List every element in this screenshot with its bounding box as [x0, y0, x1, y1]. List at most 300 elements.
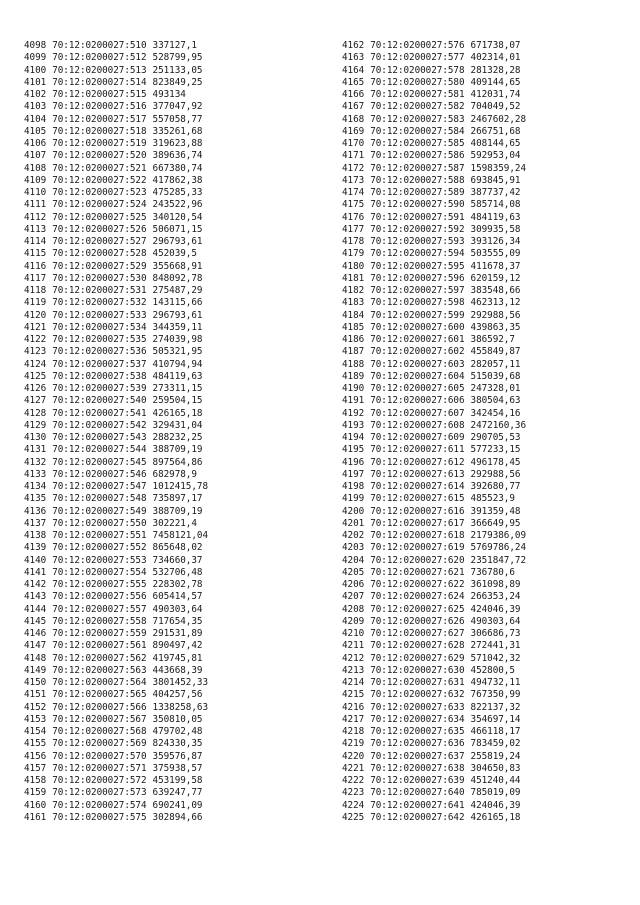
table-row: [342, 285, 526, 297]
table-row: [24, 444, 208, 456]
row-number: 4196: [342, 456, 365, 468]
table-row: [342, 138, 526, 150]
cadastral-number: 70:12:0200027:528: [52, 248, 147, 260]
row-value: 605414,57: [152, 591, 203, 603]
cadastral-number: 70:12:0200027:569: [52, 738, 147, 750]
table-row: [342, 65, 526, 77]
cadastral-number: 70:12:0200027:549: [52, 505, 147, 517]
table-row: [24, 628, 208, 640]
row-number: 4184: [342, 309, 365, 321]
row-number: 4122: [24, 334, 47, 345]
row-value: 490303,64: [470, 615, 521, 627]
table-row: [24, 322, 208, 334]
cadastral-number: 70:12:0200027:637: [370, 750, 465, 762]
cadastral-number: 70:12:0200027:535: [52, 334, 147, 345]
cadastral-number: 70:12:0200027:542: [52, 419, 147, 431]
row-value: 585714,08: [470, 199, 521, 211]
row-number: 4217: [342, 713, 365, 725]
cadastral-number: 70:12:0200027:580: [370, 76, 465, 88]
row-value: 557058,77: [152, 113, 203, 125]
table-row: [342, 395, 526, 407]
table-row: [342, 567, 526, 579]
cadastral-number: 70:12:0200027:606: [370, 395, 465, 407]
row-value: 259504,15: [152, 395, 203, 407]
row-number: 4135: [24, 493, 47, 505]
cadastral-number: 70:12:0200027:571: [52, 762, 147, 774]
cadastral-number: 70:12:0200027:567: [52, 713, 147, 725]
row-value: 426165,18: [152, 407, 203, 419]
cadastral-number: 70:12:0200027:548: [52, 493, 147, 505]
row-value: 890497,42: [152, 640, 203, 652]
table-row: [342, 726, 526, 738]
row-number: 4108: [24, 162, 47, 174]
table-row: [24, 248, 208, 260]
row-value: 528799,95: [152, 52, 203, 64]
row-number: 4224: [342, 799, 365, 811]
row-value: 273311,15: [152, 383, 203, 394]
table-row: [24, 285, 208, 297]
row-value: 682978,9: [152, 468, 197, 480]
cadastral-number: 70:12:0200027:609: [370, 432, 465, 443]
row-number: 4210: [342, 628, 365, 639]
row-value: 571042,32: [470, 652, 521, 664]
row-value: 592953,04: [470, 150, 521, 162]
row-number: 4123: [24, 346, 47, 358]
table-row: [342, 542, 526, 554]
cadastral-number: 70:12:0200027:572: [52, 775, 147, 786]
row-number: 4211: [342, 640, 365, 652]
cadastral-number: 70:12:0200027:561: [52, 640, 147, 652]
row-value: 391359,48: [470, 505, 521, 517]
row-value: 451240,44: [470, 775, 521, 786]
row-number: 4208: [342, 603, 365, 615]
table-row: [24, 689, 208, 701]
table-row: [342, 163, 526, 175]
table-row: [342, 371, 526, 383]
row-number: 4100: [24, 64, 47, 76]
row-number: 4147: [24, 640, 47, 652]
table-row: [24, 616, 208, 628]
cadastral-number: 70:12:0200027:559: [52, 628, 147, 639]
row-value: 496178,45: [470, 456, 521, 468]
row-value: 506071,15: [152, 223, 203, 235]
row-number: 4162: [342, 40, 365, 51]
cadastral-number: 70:12:0200027:536: [52, 346, 147, 358]
row-value: 337127,1: [152, 40, 197, 51]
table-row: [24, 591, 208, 603]
row-number: 4119: [24, 297, 47, 309]
row-number: 4155: [24, 738, 47, 750]
cadastral-number: 70:12:0200027:613: [370, 468, 465, 480]
table-row: [24, 604, 208, 616]
row-number: 4156: [24, 750, 47, 762]
row-number: 4113: [24, 223, 47, 235]
cadastral-number: 70:12:0200027:527: [52, 236, 147, 247]
row-value: 309935,58: [470, 223, 521, 235]
row-number: 4172: [342, 162, 365, 174]
row-value: 424046,39: [470, 799, 521, 811]
row-value: 453199,58: [152, 775, 203, 786]
cadastral-number: 70:12:0200027:640: [370, 787, 465, 799]
row-value: 823849,25: [152, 76, 203, 88]
row-value: 577233,15: [470, 444, 521, 456]
table-row: [342, 420, 526, 432]
cadastral-number: 70:12:0200027:518: [52, 125, 147, 137]
row-value: 393126,34: [470, 236, 521, 247]
cadastral-number: 70:12:0200027:582: [370, 101, 465, 113]
cadastral-number: 70:12:0200027:591: [370, 211, 465, 223]
row-number: 4131: [24, 444, 47, 456]
row-number: 4115: [24, 248, 47, 260]
cadastral-number: 70:12:0200027:541: [52, 407, 147, 419]
table-row: [24, 775, 208, 787]
table-row: [24, 236, 208, 248]
row-number: 4175: [342, 199, 365, 211]
row-value: 302894,66: [152, 811, 203, 823]
row-value: 466118,17: [470, 726, 521, 737]
table-row: [342, 702, 526, 714]
cadastral-number: 70:12:0200027:602: [370, 346, 465, 358]
row-number: 4098: [24, 40, 47, 51]
cadastral-number: 70:12:0200027:538: [52, 370, 147, 382]
row-value: 143115,66: [152, 297, 203, 309]
cadastral-number: 70:12:0200027:562: [52, 652, 147, 664]
row-value: 247328,01: [470, 383, 521, 394]
row-number: 4192: [342, 407, 365, 419]
row-value: 342454,16: [470, 407, 521, 419]
cadastral-number: 70:12:0200027:530: [52, 272, 147, 284]
row-value: 667380,74: [152, 162, 203, 174]
row-value: 417862,38: [152, 174, 203, 186]
table-row: [24, 726, 208, 738]
row-value: 2467602,28: [470, 113, 526, 125]
cadastral-number: 70:12:0200027:624: [370, 591, 465, 603]
cadastral-number: 70:12:0200027:636: [370, 738, 465, 750]
table-row: [24, 665, 208, 677]
table-row: [342, 665, 526, 677]
table-row: [24, 714, 208, 726]
row-value: 282057,11: [470, 358, 521, 370]
cadastral-number: 70:12:0200027:557: [52, 603, 147, 615]
row-value: 281328,28: [470, 64, 521, 76]
row-number: 4136: [24, 505, 47, 517]
row-value: 490303,64: [152, 603, 203, 615]
table-row: [342, 677, 526, 689]
cadastral-number: 70:12:0200027:553: [52, 554, 147, 566]
cadastral-number: 70:12:0200027:639: [370, 775, 465, 786]
row-value: 272441,31: [470, 640, 521, 652]
row-value: 785019,09: [470, 787, 521, 799]
cadastral-number: 70:12:0200027:587: [370, 162, 465, 174]
row-number: 4137: [24, 517, 47, 529]
table-row: [342, 481, 526, 493]
cadastral-number: 70:12:0200027:512: [52, 52, 147, 64]
row-number: 4145: [24, 615, 47, 627]
cadastral-number: 70:12:0200027:563: [52, 664, 147, 676]
cadastral-number: 70:12:0200027:635: [370, 726, 465, 737]
row-value: 5769786,24: [470, 542, 526, 554]
row-value: 503555,09: [470, 248, 521, 260]
table-row: [24, 101, 208, 113]
cadastral-number: 70:12:0200027:586: [370, 150, 465, 162]
cadastral-number: 70:12:0200027:554: [52, 566, 147, 578]
row-value: 2179386,09: [470, 530, 526, 541]
cadastral-number: 70:12:0200027:526: [52, 223, 147, 235]
row-value: 388709,19: [152, 444, 203, 456]
table-row: [342, 763, 526, 775]
row-number: 4111: [24, 199, 47, 211]
row-number: 4215: [342, 689, 365, 701]
row-value: 291531,89: [152, 628, 203, 639]
row-value: 251133,05: [152, 64, 203, 76]
row-value: 319623,88: [152, 138, 203, 149]
row-value: 1012415,78: [152, 481, 208, 492]
cadastral-number: 70:12:0200027:589: [370, 187, 465, 198]
row-value: 1598359,24: [470, 162, 526, 174]
table-row: [24, 751, 208, 763]
table-row: [342, 248, 526, 260]
row-value: 704049,52: [470, 101, 521, 113]
cadastral-number: 70:12:0200027:576: [370, 40, 465, 51]
cadastral-number: 70:12:0200027:619: [370, 542, 465, 554]
row-value: 380504,63: [470, 395, 521, 407]
cadastral-number: 70:12:0200027:522: [52, 174, 147, 186]
cadastral-number: 70:12:0200027:540: [52, 395, 147, 407]
row-number: 4158: [24, 775, 47, 786]
row-value: 387737,42: [470, 187, 521, 198]
row-number: 4222: [342, 775, 365, 786]
row-number: 4191: [342, 395, 365, 407]
row-number: 4121: [24, 321, 47, 333]
table-row: [24, 297, 208, 309]
row-value: 290705,53: [470, 432, 521, 443]
cadastral-number: 70:12:0200027:618: [370, 530, 465, 541]
cadastral-number: 70:12:0200027:621: [370, 566, 465, 578]
row-value: 412031,74: [470, 89, 521, 100]
cadastral-number: 70:12:0200027:551: [52, 530, 147, 541]
row-number: 4221: [342, 762, 365, 774]
table-row: [24, 812, 208, 824]
cadastral-number: 70:12:0200027:622: [370, 579, 465, 590]
row-number: 4157: [24, 762, 47, 774]
cadastral-number: 70:12:0200027:593: [370, 236, 465, 247]
row-number: 4117: [24, 272, 47, 284]
cadastral-number: 70:12:0200027:546: [52, 468, 147, 480]
row-value: 377047,92: [152, 101, 203, 113]
table-row: [24, 469, 208, 481]
row-number: 4133: [24, 468, 47, 480]
table-row: [24, 506, 208, 518]
row-number: 4160: [24, 799, 47, 811]
row-value: 292988,56: [470, 468, 521, 480]
table-row: [24, 212, 208, 224]
row-number: 4190: [342, 383, 365, 394]
table-row: [24, 175, 208, 187]
row-number: 4178: [342, 236, 365, 247]
table-row: [342, 628, 526, 640]
row-number: 4128: [24, 407, 47, 419]
row-value: 690241,09: [152, 799, 203, 811]
table-row: [24, 518, 208, 530]
row-number: 4148: [24, 652, 47, 664]
cadastral-number: 70:12:0200027:534: [52, 321, 147, 333]
table-row: [24, 579, 208, 591]
table-row: [24, 530, 208, 542]
row-number: 4205: [342, 566, 365, 578]
cadastral-number: 70:12:0200027:575: [52, 811, 147, 823]
row-number: 4154: [24, 726, 47, 737]
table-row: [342, 212, 526, 224]
table-row: [342, 591, 526, 603]
table-row: [24, 346, 208, 358]
table-row: [342, 775, 526, 787]
table-row: [342, 346, 526, 358]
cadastral-number: 70:12:0200027:547: [52, 481, 147, 492]
row-number: 4166: [342, 89, 365, 100]
row-number: 4218: [342, 726, 365, 737]
row-number: 4171: [342, 150, 365, 162]
cadastral-number: 70:12:0200027:626: [370, 615, 465, 627]
table-row: [342, 383, 526, 395]
table-row: [342, 751, 526, 763]
table-row: [24, 224, 208, 236]
cadastral-number: 70:12:0200027:620: [370, 554, 465, 566]
row-value: 734660,37: [152, 554, 203, 566]
row-number: 4159: [24, 787, 47, 799]
row-number: 4101: [24, 76, 47, 88]
row-value: 275487,29: [152, 285, 203, 296]
row-number: 4105: [24, 125, 47, 137]
row-number: 4146: [24, 628, 47, 639]
row-value: 462313,12: [470, 297, 521, 309]
row-number: 4143: [24, 591, 47, 603]
row-value: 452039,5: [152, 248, 197, 260]
table-row: [342, 175, 526, 187]
row-number: 4124: [24, 358, 47, 370]
row-number: 4144: [24, 603, 47, 615]
row-number: 4141: [24, 566, 47, 578]
row-value: 443668,39: [152, 664, 203, 676]
row-number: 4180: [342, 260, 365, 272]
row-number: 4099: [24, 52, 47, 64]
cadastral-number: 70:12:0200027:521: [52, 162, 147, 174]
table-row: [342, 261, 526, 273]
table-row: [24, 493, 208, 505]
row-number: 4161: [24, 811, 47, 823]
cadastral-number: 70:12:0200027:568: [52, 726, 147, 737]
table-row: [342, 653, 526, 665]
row-number: 4106: [24, 138, 47, 149]
cadastral-number: 70:12:0200027:564: [52, 677, 147, 688]
row-number: 4213: [342, 664, 365, 676]
row-number: 4138: [24, 530, 47, 541]
row-value: 329431,04: [152, 419, 203, 431]
row-number: 4202: [342, 530, 365, 541]
table-row: [24, 77, 208, 89]
row-value: 366649,95: [470, 517, 521, 529]
row-value: 296793,61: [152, 236, 203, 247]
table-row: [342, 310, 526, 322]
table-row: [342, 604, 526, 616]
row-number: 4107: [24, 150, 47, 162]
row-value: 361098,89: [470, 579, 521, 590]
row-value: 344359,11: [152, 321, 203, 333]
row-number: 4118: [24, 285, 47, 296]
row-number: 4197: [342, 468, 365, 480]
table-row: [342, 555, 526, 567]
table-row: [24, 310, 208, 322]
row-value: 335261,68: [152, 125, 203, 137]
row-number: 4165: [342, 76, 365, 88]
row-number: 4176: [342, 211, 365, 223]
cadastral-number: 70:12:0200027:525: [52, 211, 147, 223]
cadastral-number: 70:12:0200027:590: [370, 199, 465, 211]
row-number: 4114: [24, 236, 47, 247]
cadastral-number: 70:12:0200027:642: [370, 811, 465, 823]
row-value: 515039,68: [470, 370, 521, 382]
cadastral-number: 70:12:0200027:634: [370, 713, 465, 725]
row-number: 4142: [24, 579, 47, 590]
row-value: 2351847,72: [470, 554, 526, 566]
row-value: 822137,32: [470, 701, 521, 713]
row-value: 389636,74: [152, 150, 203, 162]
row-number: 4188: [342, 358, 365, 370]
table-row: [24, 163, 208, 175]
table-row: [24, 261, 208, 273]
cadastral-number: 70:12:0200027:608: [370, 419, 465, 431]
row-number: 4209: [342, 615, 365, 627]
cadastral-number: 70:12:0200027:595: [370, 260, 465, 272]
table-row: [24, 542, 208, 554]
row-value: 392680,77: [470, 481, 521, 492]
row-value: 455849,87: [470, 346, 521, 358]
table-row: [342, 199, 526, 211]
table-row: [24, 763, 208, 775]
row-number: 4174: [342, 187, 365, 198]
row-value: 736780,6: [470, 566, 515, 578]
table-row: [342, 334, 526, 346]
table-row: [342, 616, 526, 628]
row-number: 4116: [24, 260, 47, 272]
cadastral-number: 70:12:0200027:611: [370, 444, 465, 456]
table-row: [24, 334, 208, 346]
row-value: 424046,39: [470, 603, 521, 615]
cadastral-number: 70:12:0200027:601: [370, 334, 465, 345]
row-value: 359576,87: [152, 750, 203, 762]
table-row: [342, 457, 526, 469]
row-value: 355668,91: [152, 260, 203, 272]
cadastral-number: 70:12:0200027:631: [370, 677, 465, 688]
row-value: 693845,91: [470, 174, 521, 186]
cadastral-number: 70:12:0200027:510: [52, 40, 147, 51]
table-row: [24, 640, 208, 652]
table-row: [342, 236, 526, 248]
row-value: 354697,14: [470, 713, 521, 725]
cadastral-number: 70:12:0200027:532: [52, 297, 147, 309]
table-row: [342, 689, 526, 701]
table-row: [24, 481, 208, 493]
table-row: [24, 371, 208, 383]
cadastral-number: 70:12:0200027:543: [52, 432, 147, 443]
table-row: [24, 187, 208, 199]
cadastral-number: 70:12:0200027:584: [370, 125, 465, 137]
row-number: 4132: [24, 456, 47, 468]
cadastral-number: 70:12:0200027:513: [52, 64, 147, 76]
table-row: [342, 444, 526, 456]
row-number: 4177: [342, 223, 365, 235]
table-row: [24, 787, 208, 799]
row-number: 4185: [342, 321, 365, 333]
